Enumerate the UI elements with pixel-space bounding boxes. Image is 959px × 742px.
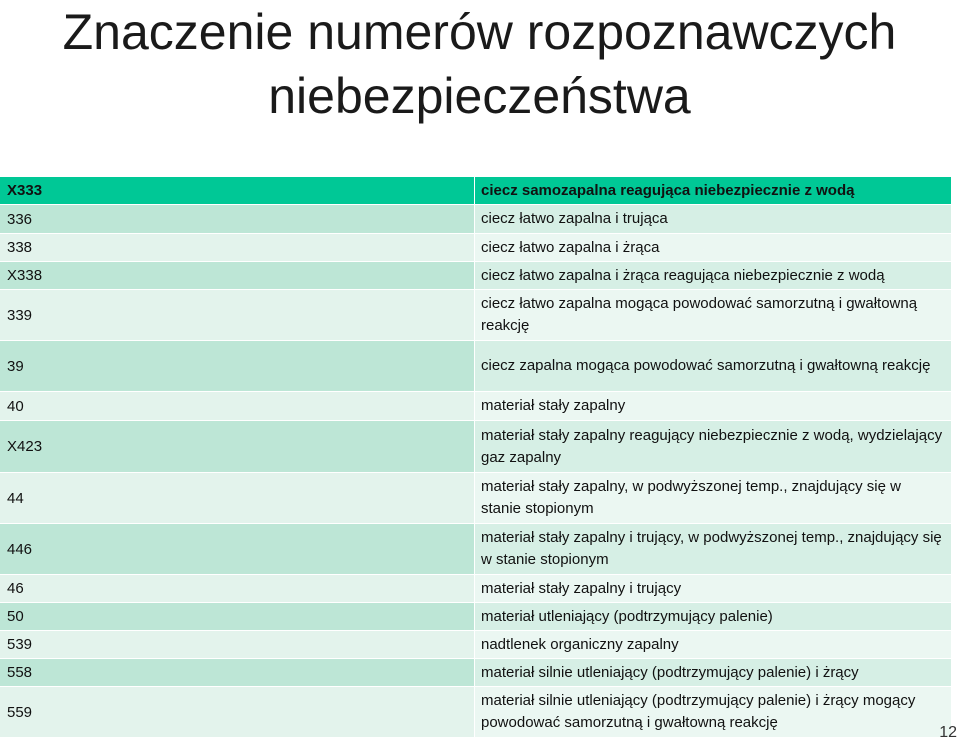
row-code: 539 bbox=[0, 631, 475, 658]
table-row bbox=[0, 234, 951, 262]
header-description: ciecz samozapalna reagująca niebezpiecznie z wodą bbox=[475, 177, 951, 204]
row-description: ciecz łatwo zapalna mogąca powodować samorzutną i gwałtowną reakcję bbox=[475, 290, 951, 340]
title-line-1: Znaczenie numerów rozpoznawczych bbox=[62, 4, 897, 60]
row-code: 446 bbox=[0, 524, 475, 574]
row-description: ciecz łatwo zapalna i trująca bbox=[475, 205, 951, 233]
table-header-row bbox=[0, 177, 951, 205]
row-description: materiał stały zapalny bbox=[475, 392, 951, 420]
table-row bbox=[0, 262, 951, 290]
row-code: 558 bbox=[0, 659, 475, 686]
row-description: ciecz łatwo zapalna i żrąca bbox=[475, 234, 951, 261]
row-description: nadtlenek organiczny zapalny bbox=[475, 631, 951, 658]
page-number: 12 bbox=[939, 724, 957, 741]
title-line-2: niebezpieczeństwa bbox=[268, 68, 691, 124]
row-description: materiał stały zapalny i trujący bbox=[475, 575, 951, 602]
row-code: X423 bbox=[0, 421, 475, 472]
row-description: materiał utleniający (podtrzymujący palenie) bbox=[475, 603, 951, 630]
row-code: 46 bbox=[0, 575, 475, 602]
table-row bbox=[0, 392, 951, 421]
page-title bbox=[0, 0, 959, 128]
table-row bbox=[0, 473, 951, 524]
hazard-code-table bbox=[0, 177, 951, 738]
table-row bbox=[0, 687, 951, 738]
table-row bbox=[0, 341, 951, 392]
row-description: materiał silnie utleniający (podtrzymujący palenie) i żrący mogący powodować samorzutną i gwałtowną reakcję bbox=[475, 687, 951, 737]
table-row bbox=[0, 575, 951, 603]
row-code: 338 bbox=[0, 234, 475, 261]
row-code: 339 bbox=[0, 290, 475, 340]
table-row bbox=[0, 524, 951, 575]
table-row bbox=[0, 659, 951, 687]
row-code: 39 bbox=[0, 341, 475, 391]
header-code: X333 bbox=[0, 177, 475, 204]
row-description: ciecz zapalna mogąca powodować samorzutną i gwałtowną reakcję bbox=[475, 341, 951, 391]
row-description: materiał stały zapalny, w podwyższonej temp., znajdujący się w stanie stopionym bbox=[475, 473, 951, 523]
row-description: ciecz łatwo zapalna i żrąca reagująca niebezpiecznie z wodą bbox=[475, 262, 951, 289]
table-row bbox=[0, 603, 951, 631]
row-description: materiał silnie utleniający (podtrzymujący palenie) i żrący bbox=[475, 659, 951, 686]
table-row bbox=[0, 290, 951, 341]
row-description: materiał stały zapalny i trujący, w podwyższonej temp., znajdujący się w stanie stopionym bbox=[475, 524, 951, 574]
row-code: 40 bbox=[0, 392, 475, 420]
table-row bbox=[0, 205, 951, 234]
row-code: X338 bbox=[0, 262, 475, 289]
row-code: 50 bbox=[0, 603, 475, 630]
table-row bbox=[0, 631, 951, 659]
row-code: 44 bbox=[0, 473, 475, 523]
row-description: materiał stały zapalny reagujący niebezpiecznie z wodą, wydzielający gaz zapalny bbox=[475, 421, 951, 472]
table-row bbox=[0, 421, 951, 473]
row-code: 336 bbox=[0, 205, 475, 233]
row-code: 559 bbox=[0, 687, 475, 737]
